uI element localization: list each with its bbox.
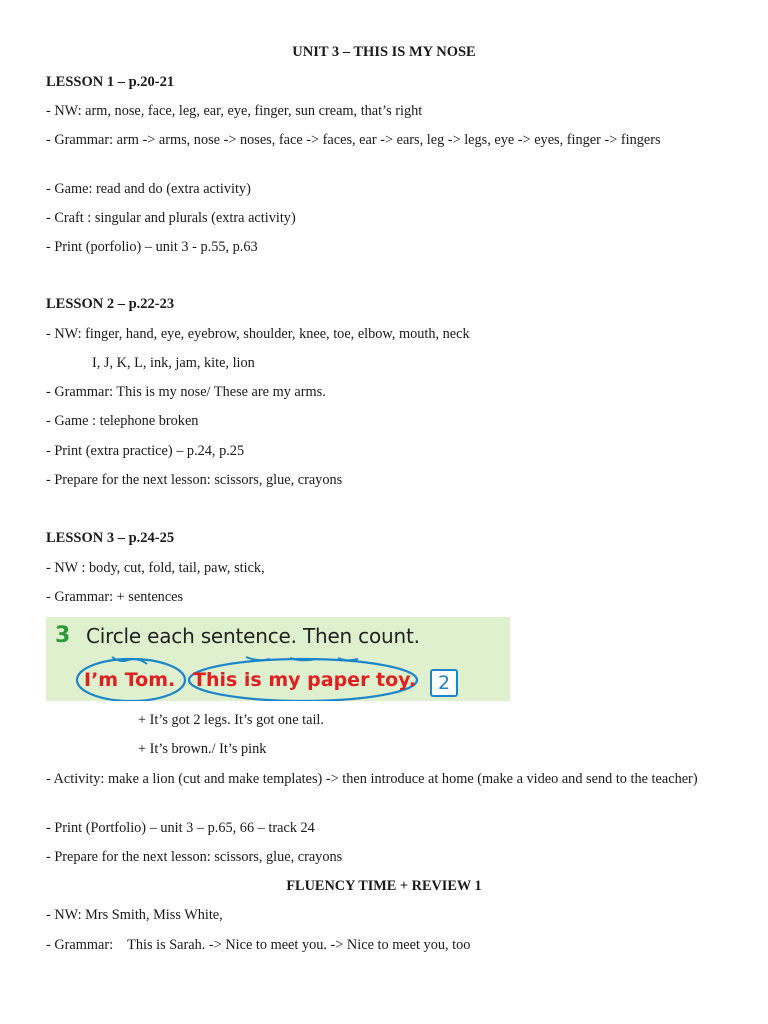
list-item: - Game : telephone broken (46, 413, 199, 429)
list-item: - Craft : singular and plurals (extra activity) (46, 210, 296, 226)
list-item: - Grammar: arm -> arms, nose -> noses, face -> faces, ear -> ears, leg -> legs, eye -> eyes, finger -> fingers (46, 132, 661, 148)
list-item: - NW: Mrs Smith, Miss White, (46, 907, 223, 923)
list-item: - Game: read and do (extra activity) (46, 181, 251, 197)
list-item: + It’s got 2 legs. It’s got one tail. (138, 712, 324, 728)
exercise-number: 3 (55, 623, 71, 648)
exercise-sentence: This is my paper toy. (193, 669, 417, 691)
list-item: - Prepare for the next lesson: scissors, glue, crayons (46, 472, 343, 488)
exercise-image (46, 617, 510, 701)
list-item: - NW: finger, hand, eye, eyebrow, shoulder, knee, toe, elbow, mouth, neck (46, 326, 470, 342)
lesson2-heading: LESSON 2 – p.22-23 (46, 296, 175, 312)
fluency-heading: FLUENCY TIME + REVIEW 1 (286, 878, 482, 894)
exercise-instruction: Circle each sentence. Then count. (86, 624, 420, 648)
list-item: - Print (porfolio) – unit 3 - p.55, p.63 (46, 239, 258, 255)
list-item: - Prepare for the next lesson: scissors, glue, crayons (46, 849, 343, 865)
list-item: - Grammar: + sentences (46, 589, 184, 605)
list-item: - Print (extra practice) – p.24, p.25 (46, 443, 245, 459)
lesson3-heading: LESSON 3 – p.24-25 (46, 530, 175, 546)
list-item: - Activity: make a lion (cut and make templates) -> then introduce at home (make a video and send to the teacher) (46, 771, 698, 787)
exercise-sentence: I’m Tom. (84, 669, 176, 691)
list-item: - Print (Portfolio) – unit 3 – p.65, 66 – track 24 (46, 820, 315, 836)
lesson1-heading: LESSON 1 – p.20-21 (46, 74, 175, 90)
list-item: - Grammar: This is Sarah. -> Nice to meet you. -> Nice to meet you, too (46, 937, 471, 953)
list-item: - NW: arm, nose, face, leg, ear, eye, finger, sun cream, that’s right (46, 103, 423, 119)
list-item: - NW : body, cut, fold, tail, paw, stick, (46, 560, 265, 576)
list-item: + It’s brown./ It’s pink (138, 741, 267, 757)
exercise-count-box: 2 (430, 669, 458, 697)
list-item: - Grammar: This is my nose/ These are my arms. (46, 384, 326, 400)
document-title: UNIT 3 – THIS IS MY NOSE (292, 44, 476, 60)
list-item: I, J, K, L, ink, jam, kite, lion (92, 355, 255, 371)
